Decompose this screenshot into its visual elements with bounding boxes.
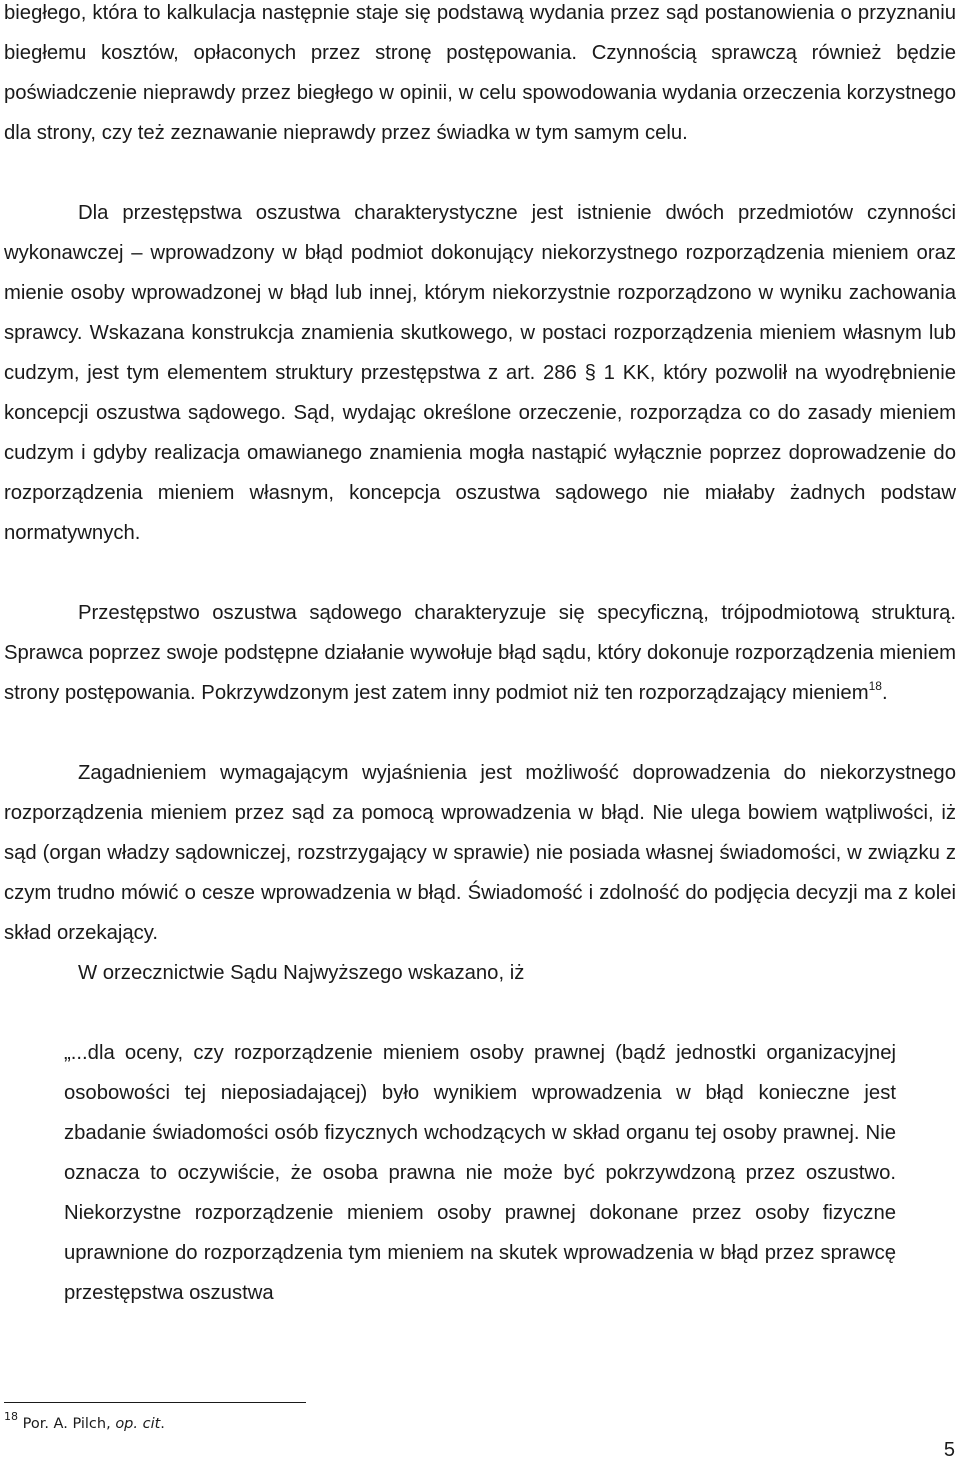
footnote-text: Por. A. Pilch, xyxy=(22,1416,116,1432)
page-number: 5 xyxy=(943,1439,955,1461)
paragraph: biegłego, która to kalkulacja następnie staje się podstawą wydania przez sąd postanowienia o przyznaniu biegłemu kosztów, opłaconych przez stronę postępowania. Czynnością sprawczą również będzie poświadczenie nieprawdy przez biegłego w opinii, w celu spowodowania wydania orzeczenia korzystnego dla strony, czy też zeznawanie nieprawdy przez świadka w tym samym celu. xyxy=(4,2,956,144)
paragraph-end: . xyxy=(881,682,888,704)
footnote xyxy=(4,1410,165,1434)
paragraph: W orzecznictwie Sądu Najwyższego wskazano, iż xyxy=(78,962,525,984)
footnote-reference[interactable]: 18 xyxy=(868,679,882,693)
paragraph: Zagadnieniem wymagającym wyjaśnienia jest możliwość doprowadzenia do niekorzystnego rozporządzenia mieniem przez sąd za pomocą wprowadzenia w błąd. Nie ulega bowiem wątpliwości, iż sąd (organ władzy sądowniczej, rozstrzygający w sprawie) nie posiada własnej świadomości, w związku z czym trudno mówić o cesze wprowadzenia w błąd. Świadomość i zdolność do podjęcia decyzji ma z kolei skład orzekający. xyxy=(4,762,956,944)
paragraph: Dla przestępstwa oszustwa charakterystyczne jest istnienie dwóch przedmiotów czynności wykonawczej – wprowadzony w błąd podmiot dokonujący niekorzystnego rozporządzenia mieniem oraz mienie osoby wprowadzonej w błąd lub innej, którym niekorzystnie rozporządzono w wyniku zachowania sprawcy. Wskazana konstrukcja znamienia skutkowego, w postaci rozporządzenia mieniem własnym lub cudzym, jest tym elementem struktury przestępstwa z art. 286 § 1 KK, który pozwolił na wyodrębnienie koncepcji oszustwa sądowego. Sąd, wydając określone orzeczenie, rozporządza co do zasady mieniem cudzym i gdyby realizacja omawianego znamienia mogła nastąpić wyłącznie poprzez doprowadzenie do rozporządzenia mieniem własnym, koncepcja oszustwa sądowego nie miałaby żadnych podstaw normatywnych. xyxy=(4,202,956,544)
footnote-italic: op. cit xyxy=(115,1416,161,1432)
footnote-number: 18 xyxy=(4,1410,18,1423)
footnote-end: . xyxy=(160,1416,165,1432)
paragraph xyxy=(4,593,956,713)
footnote-separator xyxy=(4,1402,306,1403)
paragraph-text: Przestępstwo oszustwa sądowego charakteryzuje się specyficzną, trójpodmiotową strukturą. Sprawca poprzez swoje podstępne działanie wywołuje błąd sądu, który dokonuje rozporządzenia mieniem strony postępowania. Pokrzywdzonym jest zatem inny podmiot niż ten rozporządzający mieniem xyxy=(4,602,956,704)
block-quote: „...dla oceny, czy rozporządzenie mieniem osoby prawnej (bądź jednostki organizacyjnej osobowości tej nieposiadającej) było wynikiem wprowadzenia w błąd konieczne jest zbadanie świadomości osób fizycznych wchodzących w skład organu tej osoby prawnej. Nie oznacza to oczywiście, że osoba prawna nie może być pokrzywdzoną przez oszustwo. Niekorzystne rozporządzenie mieniem osoby prawnej dokonane przez osoby fizyczne uprawnione do rozporządzenia tym mieniem na skutek wprowadzenia w błąd przez sprawcę przestępstwa oszustwa xyxy=(64,1042,896,1304)
